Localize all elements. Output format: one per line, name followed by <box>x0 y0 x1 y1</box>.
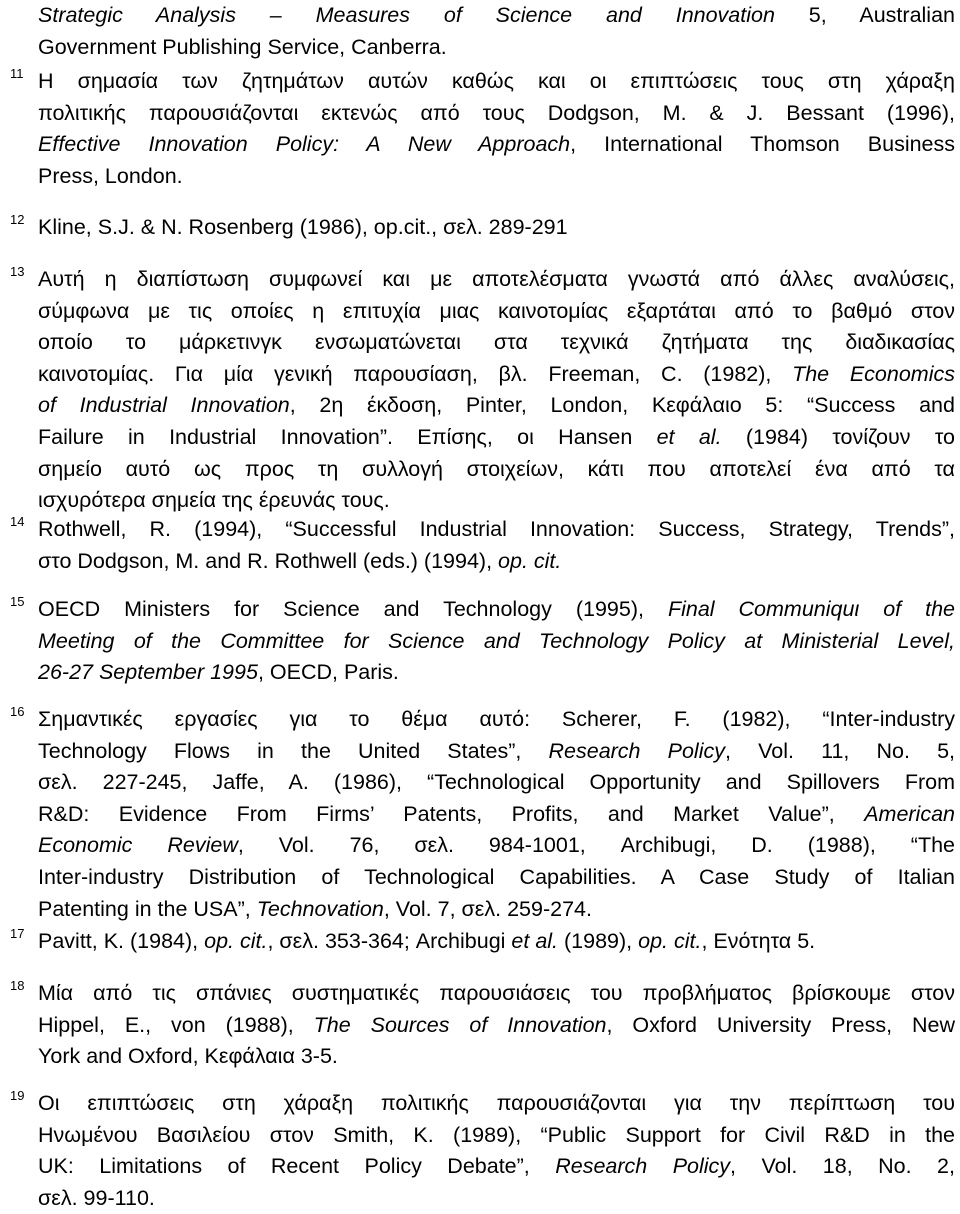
footnote-line <box>38 66 955 98</box>
footnote-line <box>38 359 955 391</box>
text-run: Η σημασία των ζητημάτων αυτών καθώς και οι επιπτώσεις τους στη χάραξη <box>38 69 955 93</box>
footnote-number: 18 <box>10 978 25 993</box>
footnote-text <box>38 1088 955 1214</box>
footnote-line <box>38 422 955 454</box>
footnote-line <box>38 161 955 193</box>
footnote-line <box>38 594 955 626</box>
footnote-number: 12 <box>10 212 25 227</box>
footnote-number: 17 <box>10 926 25 941</box>
italic-text: The Economics <box>792 361 955 386</box>
footnote-line <box>38 264 955 296</box>
italic-text: The Sources of Innovation <box>313 1012 607 1037</box>
footnote-line <box>38 454 955 486</box>
text-run: Ηνωμένου Βασιλείου στον Smith, K. (1989), “Public Support for Civil R&D in the <box>38 1122 955 1147</box>
text-run: στο Dodgson, M. and R. Rothwell (eds.) (1994), <box>38 548 499 573</box>
footnote-line <box>38 799 955 831</box>
text-run: , Oxford University Press, New <box>606 1012 955 1037</box>
italic-text: et al. <box>511 929 559 953</box>
footnote-line <box>38 546 955 578</box>
italic-text: Technovation <box>256 896 384 921</box>
footnote-text <box>38 66 955 192</box>
text-run: Inter-industry Distribution of Technological Capabilities. A Case Study of Italian <box>38 864 955 889</box>
text-run: , σελ. 353-364; Archibugi <box>267 929 512 953</box>
footnote-line <box>38 830 955 862</box>
italic-text: Economic Review <box>38 833 238 858</box>
text-run: Patenting in the USA”, <box>38 896 257 921</box>
footnote-line <box>38 626 955 658</box>
italic-text: of Industrial Innovation <box>38 393 290 418</box>
text-run: σύμφωνα με τις οποίες η επιτυχία μιας καινοτομίας εξαρτάται από το βαθμό στον <box>38 298 955 323</box>
footnote-line <box>38 1041 955 1073</box>
text-run: πολιτικής παρουσιάζονται εκτενώς από τους Dodgson, M. & J. Bessant (1996), <box>38 100 955 125</box>
italic-text: Research Policy <box>555 1154 731 1179</box>
text-run: (1989), <box>558 929 639 953</box>
footnote-line <box>38 296 955 328</box>
text-run: UK: Limitations of Recent Policy Debate”, <box>38 1154 556 1179</box>
footnote-line <box>38 978 955 1010</box>
footnote-number: 11 <box>10 66 24 81</box>
footnote-line <box>38 894 955 926</box>
italic-text: Research Policy <box>548 738 725 763</box>
italic-text: op. cit. <box>638 929 702 953</box>
italic-text: Meeting of the Committee for Science and Technology Policy at Ministerial Level, <box>38 628 955 653</box>
footnote-line <box>38 98 955 130</box>
text-run: York and Oxford, Κεφάλαια 3-5. <box>38 1044 338 1069</box>
text-run: οποίο το μάρκετινγκ ενσωματώνεται στα τεχνικά ζητήματα της διαδικασίας <box>38 330 955 355</box>
italic-text: op. cit. <box>498 548 562 573</box>
text-run: Kline, S.J. & N. Rosenberg (1986), op.cit., σελ. 289-291 <box>38 215 568 239</box>
italic-text: Effective Innovation Policy: A New Approach <box>38 132 571 157</box>
footnote-line <box>38 767 955 799</box>
footnote-line <box>38 514 955 546</box>
text-run: , 2η έκδοση, Pinter, London, Κεφάλαιο 5: “Success and <box>289 393 955 418</box>
text-run: Σημαντικές εργασίες για το θέμα αυτό: Scherer, F. (1982), “Inter-industry <box>38 707 955 731</box>
footnote-text <box>38 264 955 517</box>
text-run: 5, Australian <box>774 3 955 27</box>
footnote-text <box>38 704 955 925</box>
text-run: Αυτή η διαπίστωση συμφωνεί και με αποτελέσματα γνωστά από άλλες αναλύσεις, <box>38 267 955 291</box>
footnote-text <box>38 594 955 689</box>
italic-text: Strategic Analysis – Measures of Science and Innovation <box>38 3 775 27</box>
footnote-line <box>38 390 955 422</box>
footnote-line <box>38 704 955 736</box>
footnote-number: 15 <box>10 594 25 609</box>
text-run: , Ενότητα 5. <box>701 929 816 953</box>
footnote-line <box>38 212 955 244</box>
footnote-line <box>38 926 955 958</box>
text-run: Pavitt, K. (1984), <box>38 929 205 953</box>
text-run: Failure in Industrial Innovation”. Επίσης, οι Hansen <box>38 424 657 449</box>
footnote-line <box>38 1151 955 1183</box>
text-run: , OECD, Paris. <box>257 660 399 685</box>
italic-text: 26-27 September 1995 <box>38 660 258 685</box>
footnote-number: 19 <box>10 1088 25 1103</box>
text-run: R&D: Evidence From Firms’ Patents, Profits, and Market Value”, <box>38 801 865 826</box>
footnote-number: 14 <box>10 514 25 529</box>
footnote-line <box>38 1183 955 1214</box>
text-run: Rothwell, R. (1994), “Successful Industrial Innovation: Success, Strategy, Trends”, <box>38 517 955 541</box>
footnote-line <box>38 1120 955 1152</box>
text-run: , Vol. 76, σελ. 984-1001, Archibugi, D. (1988), “The <box>237 833 955 858</box>
text-run: , International Thomson Business <box>570 132 956 157</box>
footnote-line <box>38 657 955 689</box>
footnote-line <box>38 32 955 64</box>
footnote-text <box>38 978 955 1073</box>
footnote-line <box>38 1088 955 1120</box>
text-run: OECD Ministers for Science and Technology (1995), <box>38 597 668 621</box>
italic-text: et al. <box>656 424 722 449</box>
footnote-line <box>38 0 955 32</box>
text-run: Press, London. <box>38 163 183 188</box>
footnote-line <box>38 862 955 894</box>
footnote-text <box>38 212 955 244</box>
footnote-line <box>38 327 955 359</box>
italic-text: Final Communiquι of the <box>667 597 955 621</box>
footnote-text <box>38 0 955 63</box>
text-run: , Vol. 18, No. 2, <box>730 1154 955 1179</box>
text-run: Government Publishing Service, Canberra. <box>38 34 447 59</box>
text-run: σελ. 99-110. <box>38 1185 155 1210</box>
text-run: σελ. 227-245, Jaffe, A. (1986), “Technological Opportunity and Spillovers From <box>38 770 955 795</box>
footnote-number: 13 <box>10 264 25 279</box>
text-run: (1984) τονίζουν το <box>721 424 955 449</box>
text-run: ισχυρότερα σημεία της έρευνάς τους. <box>38 488 390 513</box>
italic-text: op. cit. <box>204 929 268 953</box>
text-run: , Vol. 11, No. 5, <box>725 738 955 763</box>
text-run: Hippel, E., von (1988), <box>38 1012 314 1037</box>
footnote-line <box>38 736 955 768</box>
text-run: , Vol. 7, σελ. 259-274. <box>383 896 592 921</box>
footnote-text <box>38 514 955 577</box>
footnote-line <box>38 129 955 161</box>
footnote-text <box>38 926 955 958</box>
text-run: καινοτομίας. Για μία γενική παρουσίαση, βλ. Freeman, C. (1982), <box>38 361 793 386</box>
text-run: σημείο αυτό ως προς τη συλλογή στοιχείων, κάτι που αποτελεί ένα από τα <box>38 456 955 481</box>
text-run: Μία από τις σπάνιες συστηματικές παρουσιάσεις του προβλήματος βρίσκουμε στον <box>38 981 955 1005</box>
footnote-line <box>38 1010 955 1042</box>
text-run: Technology Flows in the United States”, <box>38 738 549 763</box>
footnote-line <box>38 485 955 517</box>
text-run: Οι επιπτώσεις στη χάραξη πολιτικής παρουσιάζονται για την περίπτωση του <box>38 1091 955 1115</box>
italic-text: American <box>864 801 955 826</box>
footnote-number: 16 <box>10 704 25 719</box>
